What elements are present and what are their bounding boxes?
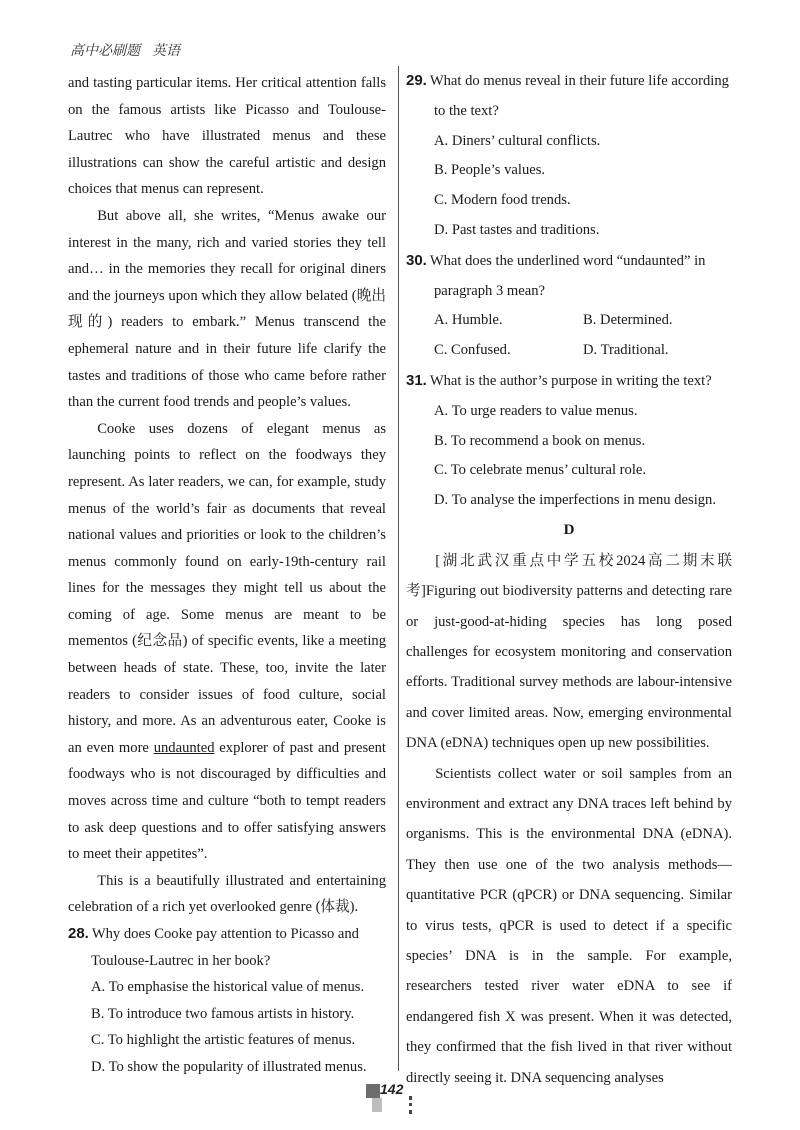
page-decoration-icon bbox=[366, 1084, 380, 1098]
question-stem-cont: paragraph 3 mean? bbox=[434, 282, 546, 299]
subject-label: 英语 bbox=[152, 43, 180, 59]
passage-d-paragraph-1: [湖北武汉重点中学五校2024高二期末联考]Figuring out biodiversity patterns and detecting rare or just-good-at-hiding species has long posed challenges for ecosystem monitoring and conservation efforts. Traditional survey methods are labour-intensive and cover limited areas. Now, emerging environmental DNA (eDNA) techniques open up new possibilities. bbox=[406, 552, 732, 752]
paragraph-3 bbox=[68, 416, 386, 868]
paragraph-3-start: Cooke uses dozens of elegant menus as launching points to reflect on the foodways they represent. As later readers, we can, for example, study menus of the world’s fair as documents that reveal national values and priorities or look to the children’s menus commonly found on early-19th-century rail lines for the messages they might tell us about the coming of age. Some menus are meant to be mementos (纪念品) of specific events, like a meeting between heads of state. These, too, invite the later readers to consider issues of food culture, social history, and more. As an adventurous eater, Cooke is an even more bbox=[68, 420, 386, 756]
option-a: A. To emphasise the historical value of menus. bbox=[91, 979, 365, 996]
right-column bbox=[406, 66, 732, 1093]
option-b: B. To recommend a book on menus. bbox=[434, 432, 646, 449]
question-29 bbox=[406, 66, 732, 246]
passage-d bbox=[406, 546, 732, 1093]
passage-d-paragraph-2: Scientists collect water or soil samples from an environment and extract any DNA traces left behind by organisms. This is the environmental DNA (eDNA). They then use one of the two analysis methods—quantitative PCR (qPCR) or DNA sequencing. Similar to virus tests, qPCR is used to detect if a specific species’ DNA is in the sample. For example, researchers tested river water eDNA to see if endangered fish X was present. When it was detected, they confirmed that the fish lived in that river without directly seeing it. DNA sequencing analyses bbox=[406, 765, 732, 1086]
question-stem: What does the underlined word “undaunted” in bbox=[429, 252, 706, 269]
dots-icon bbox=[409, 1096, 415, 1114]
option-d: D. Past tastes and traditions. bbox=[434, 221, 600, 238]
question-stem: Why does Cooke pay attention to Picasso and bbox=[91, 926, 359, 942]
question-number: 28. bbox=[68, 925, 89, 942]
option-a: A. Diners’ cultural conflicts. bbox=[434, 132, 601, 149]
option-b: B. Determined. bbox=[583, 312, 673, 329]
question-31 bbox=[406, 366, 732, 516]
paragraph-4: This is a beautifully illustrated and entertaining celebration of a rich yet overlooked genre (体裁). bbox=[68, 872, 386, 916]
option-a: A. To urge readers to value menus. bbox=[434, 402, 638, 419]
paragraph-3-end: explorer of past and present foodways who is not discouraged by difficulties and moves across time and culture “both to tempt readers to ask deep questions and to offer satisfying answers to meet their appetites”. bbox=[68, 739, 386, 863]
option-d: D. Traditional. bbox=[583, 342, 669, 359]
option-c: C. To highlight the artistic features of menus. bbox=[91, 1032, 356, 1049]
paragraph-2: But above all, she writes, “Menus awake our interest in the many, rich and varied stories they tell and… in the memories they recall for original diners and the journeys upon which they allow belated (晚出现的) readers to embark.” Menus transcend the ephemeral nature and in their future life clarify the tastes and traditions of those who came before rather than the current food trends and people’s values. bbox=[68, 207, 386, 411]
column-divider bbox=[398, 66, 399, 1071]
page-number: 142 bbox=[380, 1081, 404, 1097]
paragraph-1: and tasting particular items. Her critical attention falls on the famous artists like Picasso and Toulouse-Lautrec who have illustrated menus and these illustrations can show the careful artistic and design choices that menus can represent. bbox=[68, 75, 386, 198]
option-d: D. To analyse the imperfections in menu design. bbox=[434, 492, 717, 509]
question-number: 31. bbox=[406, 371, 427, 389]
question-number: 30. bbox=[406, 251, 427, 269]
question-stem-cont: Toulouse-Lautrec in her book? bbox=[91, 952, 271, 969]
question-stem: What do menus reveal in their future life according bbox=[429, 73, 729, 89]
left-column bbox=[68, 70, 386, 1081]
book-title: 高中必刷题 bbox=[70, 43, 140, 59]
option-a: A. Humble. bbox=[434, 312, 503, 329]
page-decoration-icon bbox=[372, 1098, 382, 1112]
question-stem-cont: to the text? bbox=[434, 102, 499, 119]
question-28 bbox=[68, 921, 386, 1081]
question-30 bbox=[406, 246, 732, 366]
question-stem: What is the author’s purpose in writing the text? bbox=[429, 372, 712, 389]
option-c: C. To celebrate menus’ cultural role. bbox=[434, 462, 646, 479]
underlined-word: undaunted bbox=[153, 739, 215, 756]
section-heading: D bbox=[563, 521, 575, 538]
option-b: B. To introduce two famous artists in history. bbox=[91, 1005, 355, 1022]
page-footer bbox=[360, 1078, 410, 1118]
question-number: 29. bbox=[406, 72, 427, 89]
option-c: C. Confused. bbox=[434, 342, 511, 359]
option-c: C. Modern food trends. bbox=[434, 192, 571, 209]
option-d: D. To show the popularity of illustrated menus. bbox=[91, 1058, 367, 1075]
running-header bbox=[70, 40, 180, 60]
option-b: B. People’s values. bbox=[434, 162, 546, 179]
